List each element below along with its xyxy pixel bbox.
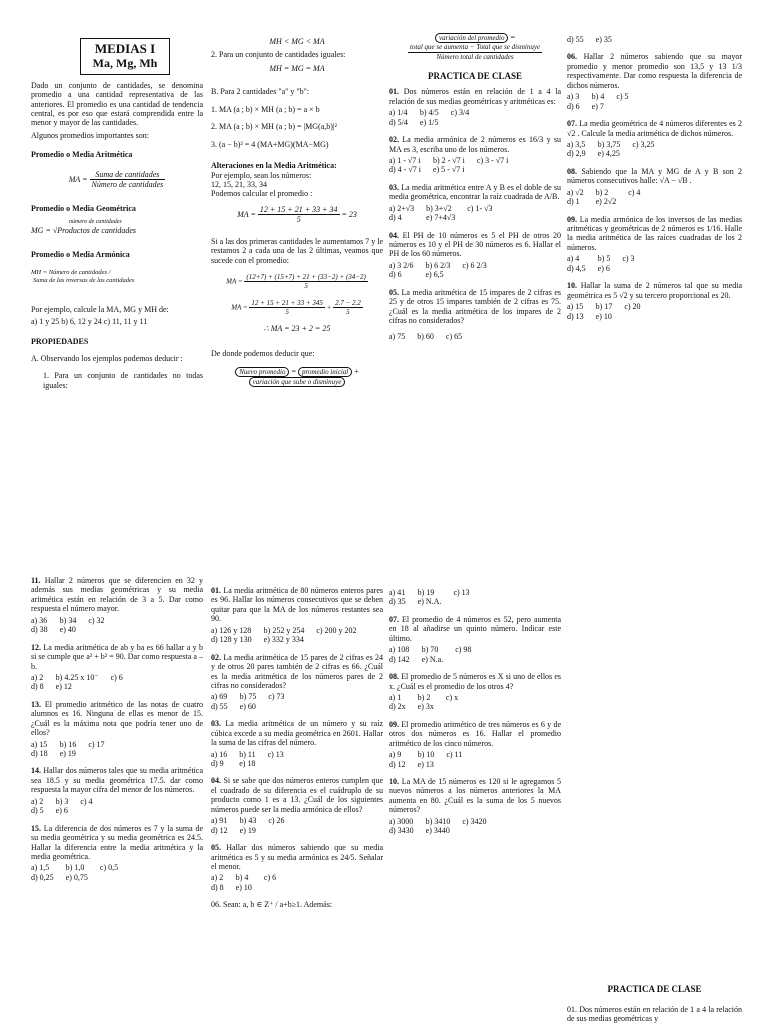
answer-option: b) 70 (421, 645, 439, 655)
answer-option: c) 0,5 (99, 863, 119, 873)
formula-alt-3 (211, 299, 383, 317)
answer-option: e) 6 (55, 806, 68, 816)
answer-option: a) 1/4 (389, 108, 408, 118)
answer-option: a) 75 (389, 331, 406, 341)
answer-option: b) 5 (597, 254, 611, 264)
question-13: 13. El promedio aritmético de las notas de cuatro alumnos es 16. Ninguna de ellas es menor de 15. ¿Cuál es la máxima nota que podría tener uno de ellos? (31, 699, 204, 738)
answer-option: b) 2 (595, 187, 609, 197)
answer-option: c) x (445, 692, 459, 702)
answer-option: d) 4 - √7 i (389, 165, 421, 175)
answer-option: c) 4 (628, 187, 641, 197)
question-04: 04. El PH de 10 números es 5 el PH de otros 20 números es 10 y el PH de 30 números es 6. Hallar el PH de los 60 números. (389, 230, 562, 259)
question-11: 11. Hallar 2 números que se diferencien en 32 y además sus medias geométricas y su media aritmética están en relación de 3 a 5. Dar como respuesta el número mayor. (31, 576, 204, 614)
answer-option: b) 16 (59, 739, 77, 749)
options-12 (31, 673, 203, 692)
formula-alt-3-lhs: MA = (231, 302, 248, 311)
column-3-bottom (389, 586, 561, 844)
deduce-plus: + (354, 366, 359, 376)
question-b09: 09. El promedio aritmético de tres números es 6 y de otros dos números es 16. Hallar el promedio aritmético de los cinco números. (389, 719, 561, 748)
formula-alt-3-den2: 5 (346, 307, 350, 316)
answer-option: c) 13 (267, 749, 284, 759)
answer-option: e) 10 (235, 882, 252, 892)
inequality: MH < MG < MA (269, 37, 325, 46)
formula-ma-denominator: Número de cantidades (91, 180, 164, 190)
answer-option: b) 4.25 x 10⁻ (55, 672, 99, 682)
answer-option: c) 6 2/3 (462, 260, 487, 270)
question-b01: 01. La media aritmética de 80 números enteros pares es 96. Hallar los números consecutivos que se deben quitar para que la MA de los números restantes sea 90. (211, 586, 384, 624)
answer-option: b) 17 (595, 302, 613, 312)
answer-option: e) 19 (59, 749, 76, 758)
question-08: 08. Sabiendo que la MA y MG de A y B son 2 números consecutivos halle: √A − √B . (567, 166, 742, 186)
formula-alt-1-result: = 23 (341, 209, 357, 219)
question-12: 12. La media aritmética de ab y ba es 66 hallar a y b si se cumple que a² + b² = 90. Dar como respuesta a – b. (31, 642, 204, 671)
question-b08: 08. El promedio de 5 números es X si uno de ellos es x. ¿Cuál es el promedio de los otros 4? (389, 672, 561, 691)
answer-option: e) 40 (59, 625, 76, 635)
options-b09 (389, 750, 561, 769)
answer-option: e) 12 (55, 682, 72, 692)
answer-option: d) 4,5 (567, 263, 586, 273)
question-b10: 10. La MA de 15 números es 120 si le agregamos 5 nuevos números a los números anteriores la MA aumenta en 80. ¿Cuál es la suma de los 5 nuevos números? (389, 777, 562, 815)
property-b1: 1. MA (a ; b) × MH (a ; b) = a × b (211, 104, 320, 114)
answer-option: a) 2 (31, 672, 44, 682)
answer-option: c) 11 (446, 750, 463, 760)
example-line: Por ejemplo, calcule la MA, MG y MH de: (31, 304, 169, 314)
answer-option: a) 3 (567, 92, 580, 102)
answer-option: d) 8 (31, 682, 44, 692)
practice-heading-2: PRACTICA DE CLASE (607, 984, 702, 994)
formula-alt-2-lhs: MA = (226, 277, 243, 286)
answer-option: d) 4 (389, 213, 402, 223)
answer-option: e) 3440 (425, 826, 450, 836)
answer-option: b) 60 (417, 331, 434, 341)
formula-alt-2-num: (12+7) + (15+7) + 21 + (33−2) + (34−2) (246, 273, 366, 281)
column-4-top (567, 33, 742, 329)
alt-line-1: Por ejemplo, sean los números: (211, 170, 312, 180)
column-3-top (389, 33, 561, 349)
answer-option: e) 60 (239, 701, 256, 711)
answer-option: e) 13 (417, 759, 434, 769)
answer-option: a) 2+√3 (389, 203, 415, 213)
answer-option: b) 3,75 (597, 139, 621, 149)
question-c01-partial: 01. Dos números están en relación de 1 a 4 la relación de sus medias geométricas y (567, 1004, 742, 1024)
formula-alt-3-num: 12 + 15 + 21 + 33 + 345 (251, 298, 323, 307)
heading-media-geometrica: Promedio o Media Geométrica (31, 203, 136, 213)
options-13 (31, 740, 203, 759)
options-05 (389, 332, 561, 341)
answer-option: a) 1 - √7 i (389, 155, 421, 165)
answer-option: b) 2 - √7 i (432, 155, 465, 165)
deduce-box-initial: promedio inicial (298, 367, 352, 377)
formula-mg-index: número de cantidades (69, 219, 122, 226)
answer-option: c) 3 (622, 254, 635, 264)
formula-ma-numerator: Suma de cantidades (90, 170, 166, 180)
question-b05: 05. Hallar dos números sabiendo que su media aritmética es 5 y su media armónica es 24/5. Señalar el menor. (211, 843, 383, 871)
answer-option: c) 17 (88, 739, 105, 749)
formula-ma-lhs: MA = (68, 174, 88, 184)
answer-option: b) 6 2/3 (425, 260, 451, 270)
column-2-bottom (211, 586, 383, 912)
column-2-top (211, 33, 383, 387)
formula-alt-3-plus: + (326, 302, 332, 311)
title-box (80, 38, 170, 75)
answer-option: e) 332 y 334 (263, 635, 304, 645)
answer-option: d) 9 (211, 759, 224, 768)
variation-box: variación del promedio (435, 33, 508, 43)
answer-option: a) 108 (389, 645, 410, 655)
formula-mh-denominator: Suma de las inversas de las cantidades (33, 276, 135, 284)
answer-option: d) 1 (567, 197, 580, 207)
answer-option: e) 10 (595, 311, 612, 321)
answer-option: d) 35 (389, 597, 406, 607)
answer-option: b) 4/5 (419, 108, 439, 118)
variation-formula (389, 33, 561, 61)
formula-ma (31, 170, 203, 190)
answer-option: b) 10 (417, 750, 435, 760)
formula-alt-3-den: 5 (285, 307, 289, 316)
question-b04: 04. Si se sabe que dos números enteros cumplen que el cuadrado de su diferencia es el cuádruplo de su producto como 1 es a 13. ¿Cuál de los siguientes números puede ser la media armónica de ellos? (211, 776, 384, 814)
formula-mh-lhs: MH = Número de cantidades / (31, 269, 111, 277)
answer-option: a) 1,5 (31, 863, 50, 873)
column-1-top (31, 30, 203, 393)
answer-option: b) 4 (235, 873, 249, 883)
answer-option: e) N.A. (417, 597, 442, 607)
question-10: 10. Hallar la suma de 2 números tal que su media geométrica es 5 √2 y su tercero proporcional es 20. (567, 281, 742, 300)
answer-option: b) 252 y 254 (263, 625, 305, 635)
heading-media-aritmetica: Promedio o Media Aritmética (31, 150, 133, 160)
options-b02 (211, 692, 383, 711)
answer-option: d) 0,25 (31, 872, 54, 882)
formula-alt-4: ∴ MA = 23 + 2 = 25 (263, 324, 331, 333)
alt-paragraph: Si a las dos primeras cantidades le aumentamos 7 y le restamos 2 a cada una de las 2 últimas, veamos que sucede con el promedio: (211, 236, 383, 265)
options-05-continued (567, 35, 742, 44)
options-14 (31, 797, 203, 816)
options-06 (567, 92, 742, 111)
property-a: A. Observando los ejemplos podemos deducir : (31, 354, 183, 363)
answer-option: e) 2√2 (595, 197, 617, 207)
column-4-bottom (567, 978, 742, 1025)
answer-option: b) 34 (59, 615, 77, 625)
answer-option: d) 2,9 (567, 149, 586, 159)
alt-line-3: Podemos calcular el promedio : (211, 189, 313, 199)
question-b02: 02. La media aritmética de 15 pares de 2 cifras es 24 y de otros 20 pares también de 2 cifras es 66. ¿Cuál es la media aritmética de los números pares de 2 cifras no considerados? (211, 652, 384, 690)
answer-option: b) 75 (239, 692, 257, 702)
formula-alt-1-num: 12 + 15 + 21 + 33 + 34 (259, 204, 338, 214)
example-options: a) 1 y 25 b) 6, 12 y 24 c) 11, 11 y 11 (31, 317, 148, 327)
variation-den: Número total de cantidades (436, 52, 514, 61)
options-08 (567, 188, 742, 207)
answer-option: c) 200 y 202 (316, 625, 357, 635)
heading-media-armonica: Promedio o Media Armónica (31, 249, 130, 259)
options-b01 (211, 626, 383, 645)
answer-option: d) 5 (31, 806, 44, 816)
answer-option: d) 5/4 (389, 117, 408, 127)
options-b08 (389, 693, 561, 712)
answer-option: d) 3430 (389, 826, 414, 836)
answer-option: a) 3 2/6 (389, 260, 414, 270)
question-14: 14. Hallar dos números tales que su media aritmética sea 18.5 y su media geométrica 17.5. dar como respuesta la mayor cifra del menor de los números. (31, 766, 203, 795)
formula-mg-expr: MG = √Productos de cantidades (31, 226, 137, 236)
answer-option: c) 3,25 (632, 139, 655, 149)
deduce-formula (211, 367, 383, 388)
answer-option: d) 2x (389, 702, 406, 712)
options-11 (31, 616, 203, 635)
formula-mh (31, 269, 203, 285)
answer-option: a) 16 (211, 749, 228, 759)
heading-propiedades: PROPIEDADES (31, 336, 89, 346)
formula-alt-3-num2: 2.7 − 2.2 (335, 298, 361, 307)
title-sub: Ma, Mg, Mh (92, 55, 158, 70)
answer-option: e) 3x (417, 702, 434, 712)
options-04 (389, 261, 561, 280)
options-03 (389, 204, 561, 223)
answer-option: a) 126 y 128 (211, 625, 252, 635)
answer-option: c) 13 (453, 588, 470, 597)
answer-option: e) 7+4√3 (426, 213, 456, 223)
formula-alt-1-lhs: MA = (237, 209, 256, 219)
answer-option: b) 2 (417, 692, 431, 702)
options-15 (31, 863, 203, 882)
answer-option: d) 128 y 130 (211, 635, 252, 645)
answer-option: b) 3+√2 (426, 203, 452, 213)
property-2: 2. Para un conjunto de cantidades iguales: (211, 50, 346, 60)
answer-option: e) 19 (239, 825, 256, 835)
options-b04 (211, 816, 383, 835)
answer-option: d) 38 (31, 625, 48, 635)
options-b06-continued (389, 588, 561, 607)
answer-option: a) 3000 (389, 816, 414, 826)
answer-option: e) 7 (591, 101, 604, 111)
variation-eq: = (510, 33, 515, 42)
answer-option: a) √2 (567, 187, 584, 197)
options-02 (389, 156, 561, 175)
practice-heading: PRACTICA DE CLASE (427, 70, 523, 81)
answer-option: b) 43 (239, 816, 257, 826)
answer-option: b) 4 (591, 92, 605, 102)
answer-option: b) 3 (55, 796, 69, 806)
answer-option: c) 3420 (462, 816, 487, 826)
column-1-bottom (31, 576, 203, 890)
deduce-box-new: Nuevo promedio (235, 367, 289, 377)
question-06: 06. Hallar 2 números sabiendo que su mayor promedio y menor promedio son 13,5 y 13 1/3 respectivamente. Dar como respuesta la diferencia de dichos números. (567, 52, 743, 90)
question-15: 15. La diferencia de dos números es 7 y la suma de su media geométrica y su media geométrica es 24.5. Hallar la diferencia entre la media aritmética y la media geométrica. (31, 823, 203, 861)
answer-option: c) 32 (88, 615, 105, 625)
options-b03 (211, 750, 383, 769)
options-01 (389, 108, 561, 127)
answer-option: b) 1,0 (65, 863, 85, 873)
answer-option: c) 65 (445, 331, 463, 341)
answer-option: a) 15 (31, 739, 48, 749)
answer-option: c) 5 (616, 92, 629, 102)
intro-paragraph: Dado un conjunto de cantidades, se denomina promedio a una cantidad representativa de las anteriores. El promedio es una cantidad de tendencia central, es por eso que estará comprendida entre la menor y mayor de las cantidades. (31, 80, 203, 128)
question-05: 05. La media aritmética de 15 impares de 2 cifras es 25 y de otros 15 impares también de 2 cifras es 75. ¿Cuál es la media aritmética de los impares de 2 cifras no considerados? (389, 287, 562, 326)
answer-option: b) 11 (239, 749, 256, 759)
deduce-line: De donde podemos deducir que: (211, 349, 315, 359)
answer-option: d) 12 (389, 759, 406, 769)
answer-option: d) 12 (211, 825, 228, 835)
answer-option: e) 18 (239, 759, 256, 768)
heading-alteraciones: Alteraciones en la Media Aritmética: (211, 161, 337, 171)
answer-option: c) 1- √3 (467, 203, 493, 213)
equality: MH = MG = MA (269, 63, 325, 73)
title-main: MEDIAS I (94, 41, 156, 56)
options-b07 (389, 645, 561, 664)
answer-option: c) 3/4 (450, 108, 470, 118)
answer-option: e) 0,75 (65, 872, 88, 882)
property-b3: 3. (a − b)² = 4 (MA+MG)(MA−MG) (211, 139, 329, 149)
question-07: 07. La media geométrica de 4 números diferentes es 2 √2 . Calcule la media aritmética de dichos números. (567, 119, 743, 138)
variation-num-2: Total que se disminuye (476, 43, 541, 52)
answer-option: a) 1 (389, 692, 402, 702)
answer-option: a) 91 (211, 816, 228, 826)
variation-num-1: total que se aumenta (409, 43, 469, 52)
deduce-eq: = (291, 366, 296, 376)
answer-option: a) 9 (389, 750, 402, 760)
formula-alt-1-den: 5 (296, 215, 301, 225)
answer-option: c) 26 (268, 816, 285, 826)
formula-alt-1 (211, 205, 383, 225)
answer-option: a) 36 (31, 615, 48, 625)
question-b07: 07. El promedio de 4 números es 52, pero aumenta en 18 al añadirse un quinto número. Indicar este último. (389, 614, 561, 643)
answer-option: d) 6 (389, 270, 402, 280)
options-b05 (211, 873, 383, 892)
answer-option: a) 3,5 (567, 139, 586, 149)
answer-option: e) N.a. (421, 654, 444, 664)
answer-option: c) 20 (624, 302, 641, 312)
answer-option: c) 4 (80, 796, 93, 806)
property-b2: 2. MA (a ; b) × MH (a ; b) = |MG(a,b)|² (211, 122, 337, 132)
question-b06-partial: 06. Sean: a, b ∈ Z⁺ / a+b≥1. Además: (211, 900, 333, 910)
answer-option: e) 35 (595, 35, 612, 44)
answer-option: e) 5 - √7 i (432, 165, 465, 175)
answer-option: e) 6,5 (425, 270, 444, 280)
variation-minus: − (469, 43, 475, 52)
answer-option: c) 6 (263, 873, 277, 883)
question-02: 02. La media armónica de 2 números es 16/3 y su MA es 3, escriba uno de los números. (389, 135, 562, 154)
answer-option: d) 8 (211, 882, 224, 892)
answer-option: d) 18 (31, 749, 48, 758)
property-1: 1. Para un conjunto de cantidades no todas iguales: (43, 371, 203, 390)
property-b: B. Para 2 cantidades "a" y "b": (211, 87, 310, 97)
answer-option: e) 1/5 (419, 117, 439, 127)
answer-option: a) 69 (211, 692, 228, 702)
deduce-box-variation: variación que sube o disminuye (249, 377, 346, 387)
answer-option: d) 55 (211, 701, 228, 711)
answer-option: c) 6 (110, 672, 123, 682)
alt-line-2: 12, 15, 21, 33, 34 (211, 179, 267, 189)
options-b10 (389, 817, 561, 836)
answer-option: a) 15 (567, 302, 584, 312)
question-09: 09. La media armónica de los inversos de las medias aritméticas y geométricas de 2 números es 1/16. Halle la media aritmética de las raíces cuadradas de los 2 números. (567, 214, 742, 252)
answer-option: d) 13 (567, 311, 584, 321)
intro-line: Algunos promedios importantes son: (31, 130, 149, 140)
options-09 (567, 254, 742, 273)
formula-alt-2-den: 5 (304, 282, 308, 291)
question-03: 03. La media aritmética entre A y B es el doble de su media geométrica, encontrar la raíz cuadrada de A/B. (389, 182, 562, 202)
answer-option: c) 98 (455, 645, 472, 655)
answer-option: c) 73 (268, 692, 285, 702)
options-07 (567, 140, 742, 159)
formula-alt-2 (211, 273, 383, 291)
answer-option: c) 3 - √7 i (476, 155, 509, 165)
answer-option: a) 2 (211, 873, 224, 883)
answer-option: b) 19 (417, 588, 435, 597)
answer-option: a) 41 (389, 588, 406, 597)
answer-option: d) 142 (389, 654, 410, 664)
formula-mg (31, 219, 203, 236)
answer-option: a) 2 (31, 796, 44, 806)
question-01: 01. Dos números están en relación de 1 a 4 la relación de sus medias geométricas y aritméticas es: (389, 87, 561, 106)
options-10 (567, 302, 742, 321)
answer-option: a) 4 (567, 254, 580, 264)
answer-option: e) 4,25 (597, 149, 620, 159)
answer-option: d) 6 (567, 101, 580, 111)
answer-option: b) 3410 (425, 816, 451, 826)
answer-option: e) 6 (597, 263, 610, 273)
answer-option: d) 55 (567, 35, 584, 44)
question-b03: 03. La media aritmética de un número y su raíz cúbica excede a su media geométrica en 2601. Hallar la suma de las cifras del número. (211, 719, 383, 748)
